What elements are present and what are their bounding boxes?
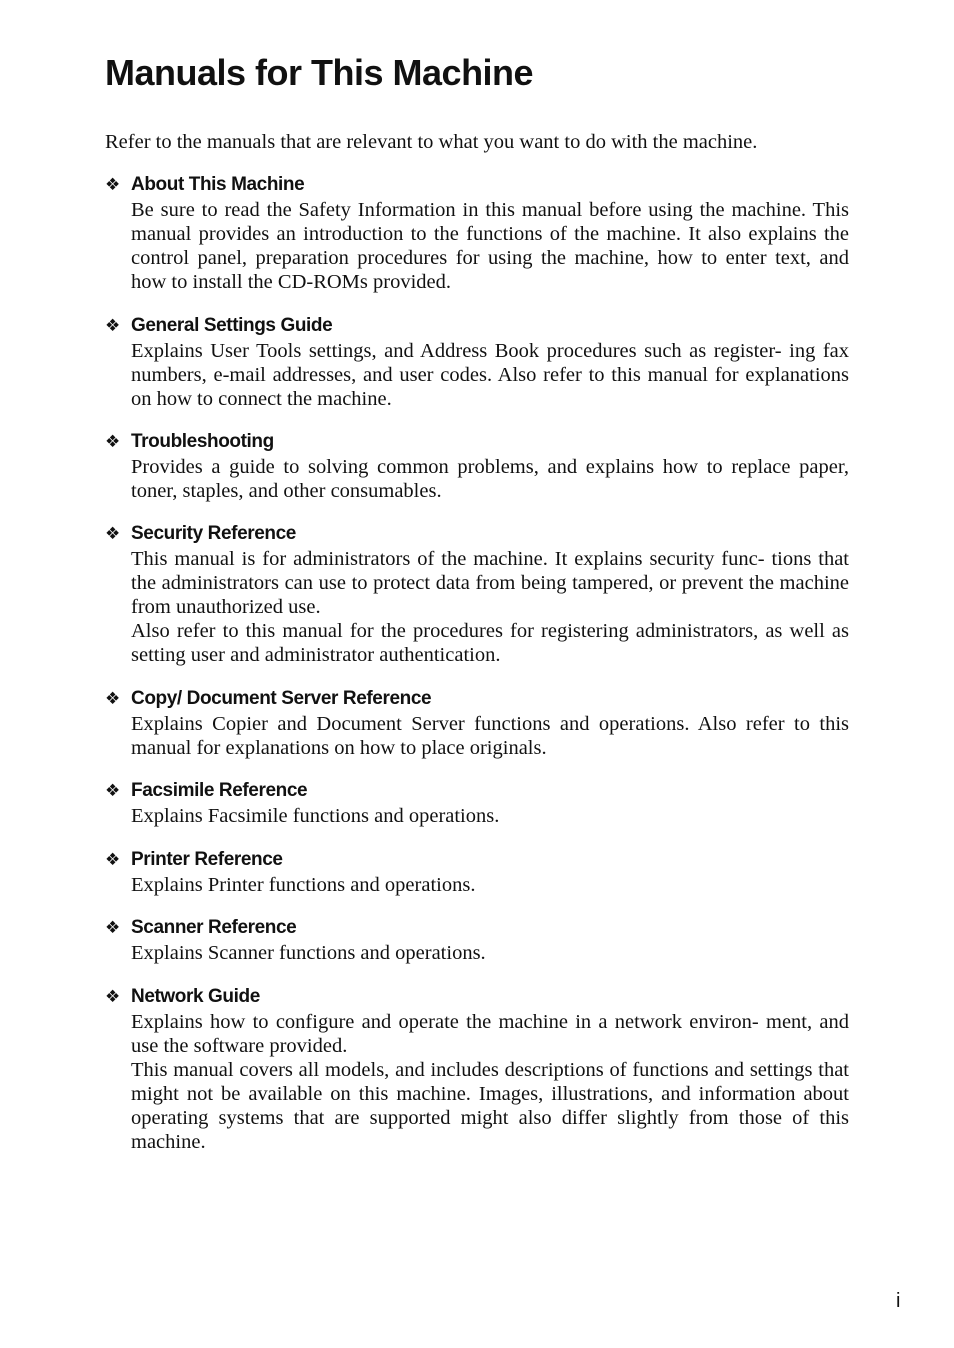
diamond-bullet-icon: ❖ — [105, 918, 120, 937]
section-description: Explains how to configure and operate the machine in a network environ- ment, and use the software provided. — [131, 1011, 849, 1057]
intro-text: Refer to the manuals that are relevant to what you want to do with the machine. — [105, 131, 758, 153]
section-heading-label: General Settings Guide — [131, 315, 333, 336]
section-heading — [105, 915, 849, 941]
section-heading-label: Security Reference — [131, 523, 296, 544]
diamond-bullet-icon: ❖ — [105, 175, 120, 194]
manual-section — [105, 686, 849, 760]
section-description: Be sure to read the Safety Information in this manual before using the machine. This manual provides an introduction to the functions of the machine. It also explains the control panel, preparation procedures for using the machine, how to enter text, and how to install the CD-ROMs provided. — [131, 199, 849, 293]
section-description: Also refer to this manual for the procedures for registering administrators, as well as setting user and administrator authentication. — [131, 620, 849, 666]
section-heading — [105, 778, 849, 804]
section-description: Provides a guide to solving common problems, and explains how to replace paper, toner, staples, and other consumables. — [131, 456, 849, 502]
manual-section — [105, 521, 849, 667]
section-heading-label: Scanner Reference — [131, 917, 297, 938]
section-heading-label: Troubleshooting — [131, 431, 274, 452]
manual-section — [105, 313, 849, 411]
manual-section — [105, 984, 849, 1154]
page-title: Manuals for This Machine — [105, 52, 534, 93]
section-description: Explains Copier and Document Server functions and operations. Also refer to this manual for explanations on how to place originals. — [131, 713, 849, 759]
section-heading-label: Copy/ Document Server Reference — [131, 688, 432, 709]
section-description: Explains Scanner functions and operations. — [131, 942, 486, 964]
manual-section — [105, 778, 849, 828]
section-description: This manual is for administrators of the machine. It explains security func- tions that the administrators can use to protect data from being tampered, or prevent the machine from unauthorized use. — [131, 548, 849, 618]
diamond-bullet-icon: ❖ — [105, 781, 120, 800]
diamond-bullet-icon: ❖ — [105, 850, 120, 869]
section-heading-label: About This Machine — [131, 174, 305, 195]
section-heading-label: Printer Reference — [131, 849, 283, 870]
manual-section — [105, 172, 849, 294]
section-heading — [105, 984, 849, 1010]
diamond-bullet-icon: ❖ — [105, 689, 120, 708]
manual-section — [105, 429, 849, 503]
section-heading-label: Facsimile Reference — [131, 780, 308, 801]
section-description: This manual covers all models, and includes descriptions of functions and settings that might not be available on this machine. Images, illustrations, and information about operating systems that are supported might also differ slightly from those of this machine. — [131, 1059, 849, 1153]
section-heading — [105, 847, 849, 873]
section-heading — [105, 313, 849, 339]
page-number: i — [896, 1290, 901, 1312]
section-heading — [105, 686, 849, 712]
section-description: Explains Facsimile functions and operations. — [131, 805, 500, 827]
manual-section — [105, 915, 849, 965]
diamond-bullet-icon: ❖ — [105, 987, 120, 1006]
manual-section — [105, 847, 849, 897]
section-heading-label: Network Guide — [131, 986, 260, 1007]
diamond-bullet-icon: ❖ — [105, 524, 120, 543]
diamond-bullet-icon: ❖ — [105, 316, 120, 335]
section-description: Explains User Tools settings, and Address Book procedures such as register- ing fax numbers, e-mail addresses, and user codes. Also refer to this manual for explanations on how to connect the machine. — [131, 340, 849, 410]
section-heading — [105, 521, 849, 547]
section-heading — [105, 429, 849, 455]
diamond-bullet-icon: ❖ — [105, 432, 120, 451]
section-description: Explains Printer functions and operations. — [131, 874, 476, 896]
section-heading — [105, 172, 849, 198]
